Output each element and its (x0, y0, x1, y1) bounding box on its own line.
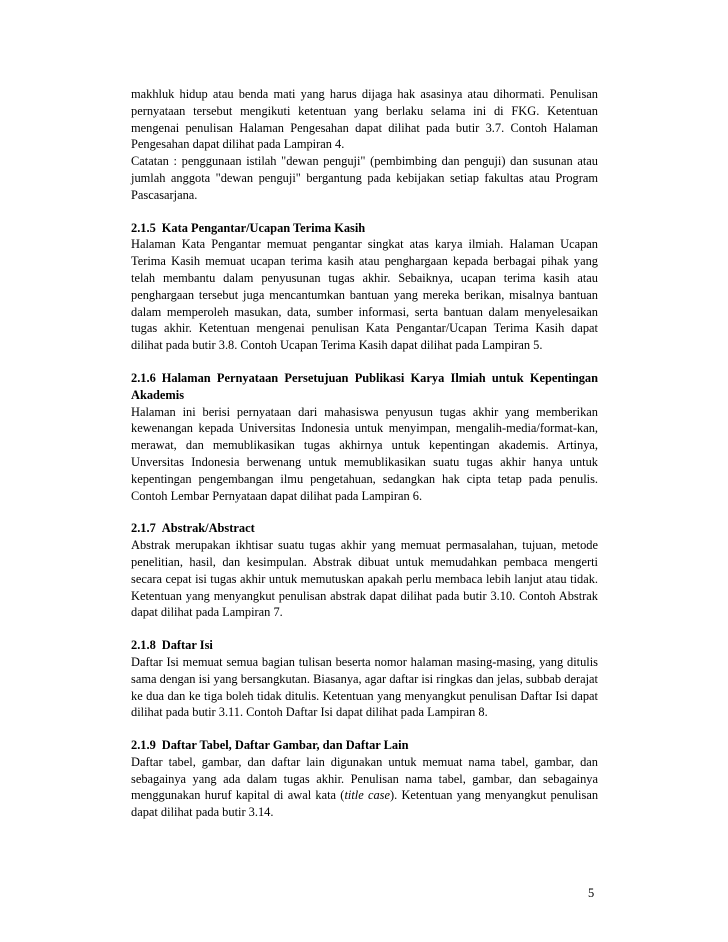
section-body-2-1-7: Abstrak merupakan ikhtisar suatu tugas akhir yang memuat permasalahan, tujuan, metode penelitian, hasil, dan kesimpulan. Abstrak dibuat untuk memudahkan pembaca mengerti secara cepat isi tugas akhir untuk memutuskan apakah perlu membaca lebih lanjut atau tidak. Ketentuan yang menyangkut penulisan abstrak dapat dilihat pada butir 3.10. Contoh Abstrak dapat dilihat pada Lampiran 7. (131, 538, 598, 620)
section-number: 2.1.6 (131, 370, 156, 385)
section-title: Daftar Isi (161, 638, 213, 653)
section-body-2-1-8: Daftar Isi memuat semua bagian tulisan beserta nomor halaman masing-masing, yang ditulis sama dengan isi yang bersangkutan. Biasanya, agar daftar isi ringkas dan jelas, subbab derajat ke dua dan ke tiga boleh tidak ditulis. Ketentuan yang menyangkut penulisan Daftar Isi dapat dilihat pada butir 3.11. Contoh Daftar Isi dapat dilihat pada Lampiran 8. (131, 654, 598, 720)
note-paragraph: Catatan : penggunaan istilah "dewan penguji" (pembimbing dan penguji) dan susunan atau jumlah anggota "dewan penguji" bergantung pada kebijakan setiap fakultas atau Program Pascasarjana. (131, 154, 598, 202)
section-heading-2-1-7 (131, 520, 598, 537)
page-number: 5 (588, 886, 595, 900)
section-number: 2.1.8 (131, 638, 156, 653)
section-body-2-1-9 (131, 754, 598, 821)
body-text: ). Ketentuan yang menyangkut penulisan dapat dilihat pada butir 3.14. (131, 788, 599, 820)
italic-term: title case (344, 788, 390, 803)
section-body-2-1-6: Halaman ini berisi pernyataan dari mahasiswa penyusun tugas akhir yang memberikan kewenangan kepada Universitas Indonesia untuk menyimpan, mengalih-media/format-kan, merawat, dan memublikasikan tugas akhirnya untuk kepentingan akademis. Artinya, Unversitas Indonesia berwenang untuk memublikasikan suatu tugas akhir hanya untuk kepentingan pengembangan ilmu pengetahuan, sedangkan hak cipta tetap pada penulis. Contoh Lembar Pernyataan dapat dilihat pada Lampiran 6. (131, 404, 598, 503)
section-heading-2-1-9 (131, 737, 598, 754)
section-heading-2-1-8 (131, 637, 598, 654)
section-heading-2-1-6 (131, 370, 598, 404)
section-title: Abstrak/Abstract (161, 521, 255, 536)
section-number: 2.1.9 (131, 738, 156, 753)
section-body-2-1-5: Halaman Kata Pengantar memuat pengantar singkat atas karya ilmiah. Halaman Ucapan Terima Kasih memuat ucapan terima kasih atau penghargaan kepada berbagai pihak yang telah membantu dalam penyusunan tugas akhir. Sebaiknya, ucapan terima kasih atau penghargaan tersebut juga mencantumkan bantuan yang mereka berikan, misalnya bantuan dalam memperoleh masukan, data, sumber informasi, serta bantuan dalam menyelesaikan tugas akhir. Ketentuan mengenai penulisan Kata Pengantar/Ucapan Terima Kasih dapat dilihat pada butir 3.8. Contoh Ucapan Terima Kasih dapat dilihat pada Lampiran 5. (131, 237, 598, 353)
section-heading-2-1-5 (131, 220, 598, 237)
section-title: Kata Pengantar/Ucapan Terima Kasih (161, 220, 366, 235)
body-text: Daftar tabel, gambar, dan daftar lain digunakan untuk memuat nama tabel, gambar, dan sebagainya yang ada dalam tugas akhir. Penulisan nama tabel, gambar, dan sebagainya menggunakan huruf kapital di awal kata ( (131, 754, 598, 803)
section-title: Halaman Pernyataan Persetujuan Publikasi Karya Ilmiah untuk Kepentingan Akademis (131, 370, 598, 402)
intro-paragraph: makhluk hidup atau benda mati yang harus dijaga hak asasinya atau dihormati. Penulisan pernyataan tersebut mengikuti ketentuan yang berlaku selama ini di FKG. Ketentuan mengenai penulisan Halaman Pengesahan dapat dilihat pada butir 3.7. Contoh Halaman Pengesahan dapat dilihat pada Lampiran 4. (131, 87, 598, 152)
document-body (131, 86, 598, 821)
section-title: Daftar Tabel, Daftar Gambar, dan Daftar Lain (161, 738, 409, 753)
section-number: 2.1.5 (131, 220, 156, 235)
section-number: 2.1.7 (131, 521, 156, 536)
